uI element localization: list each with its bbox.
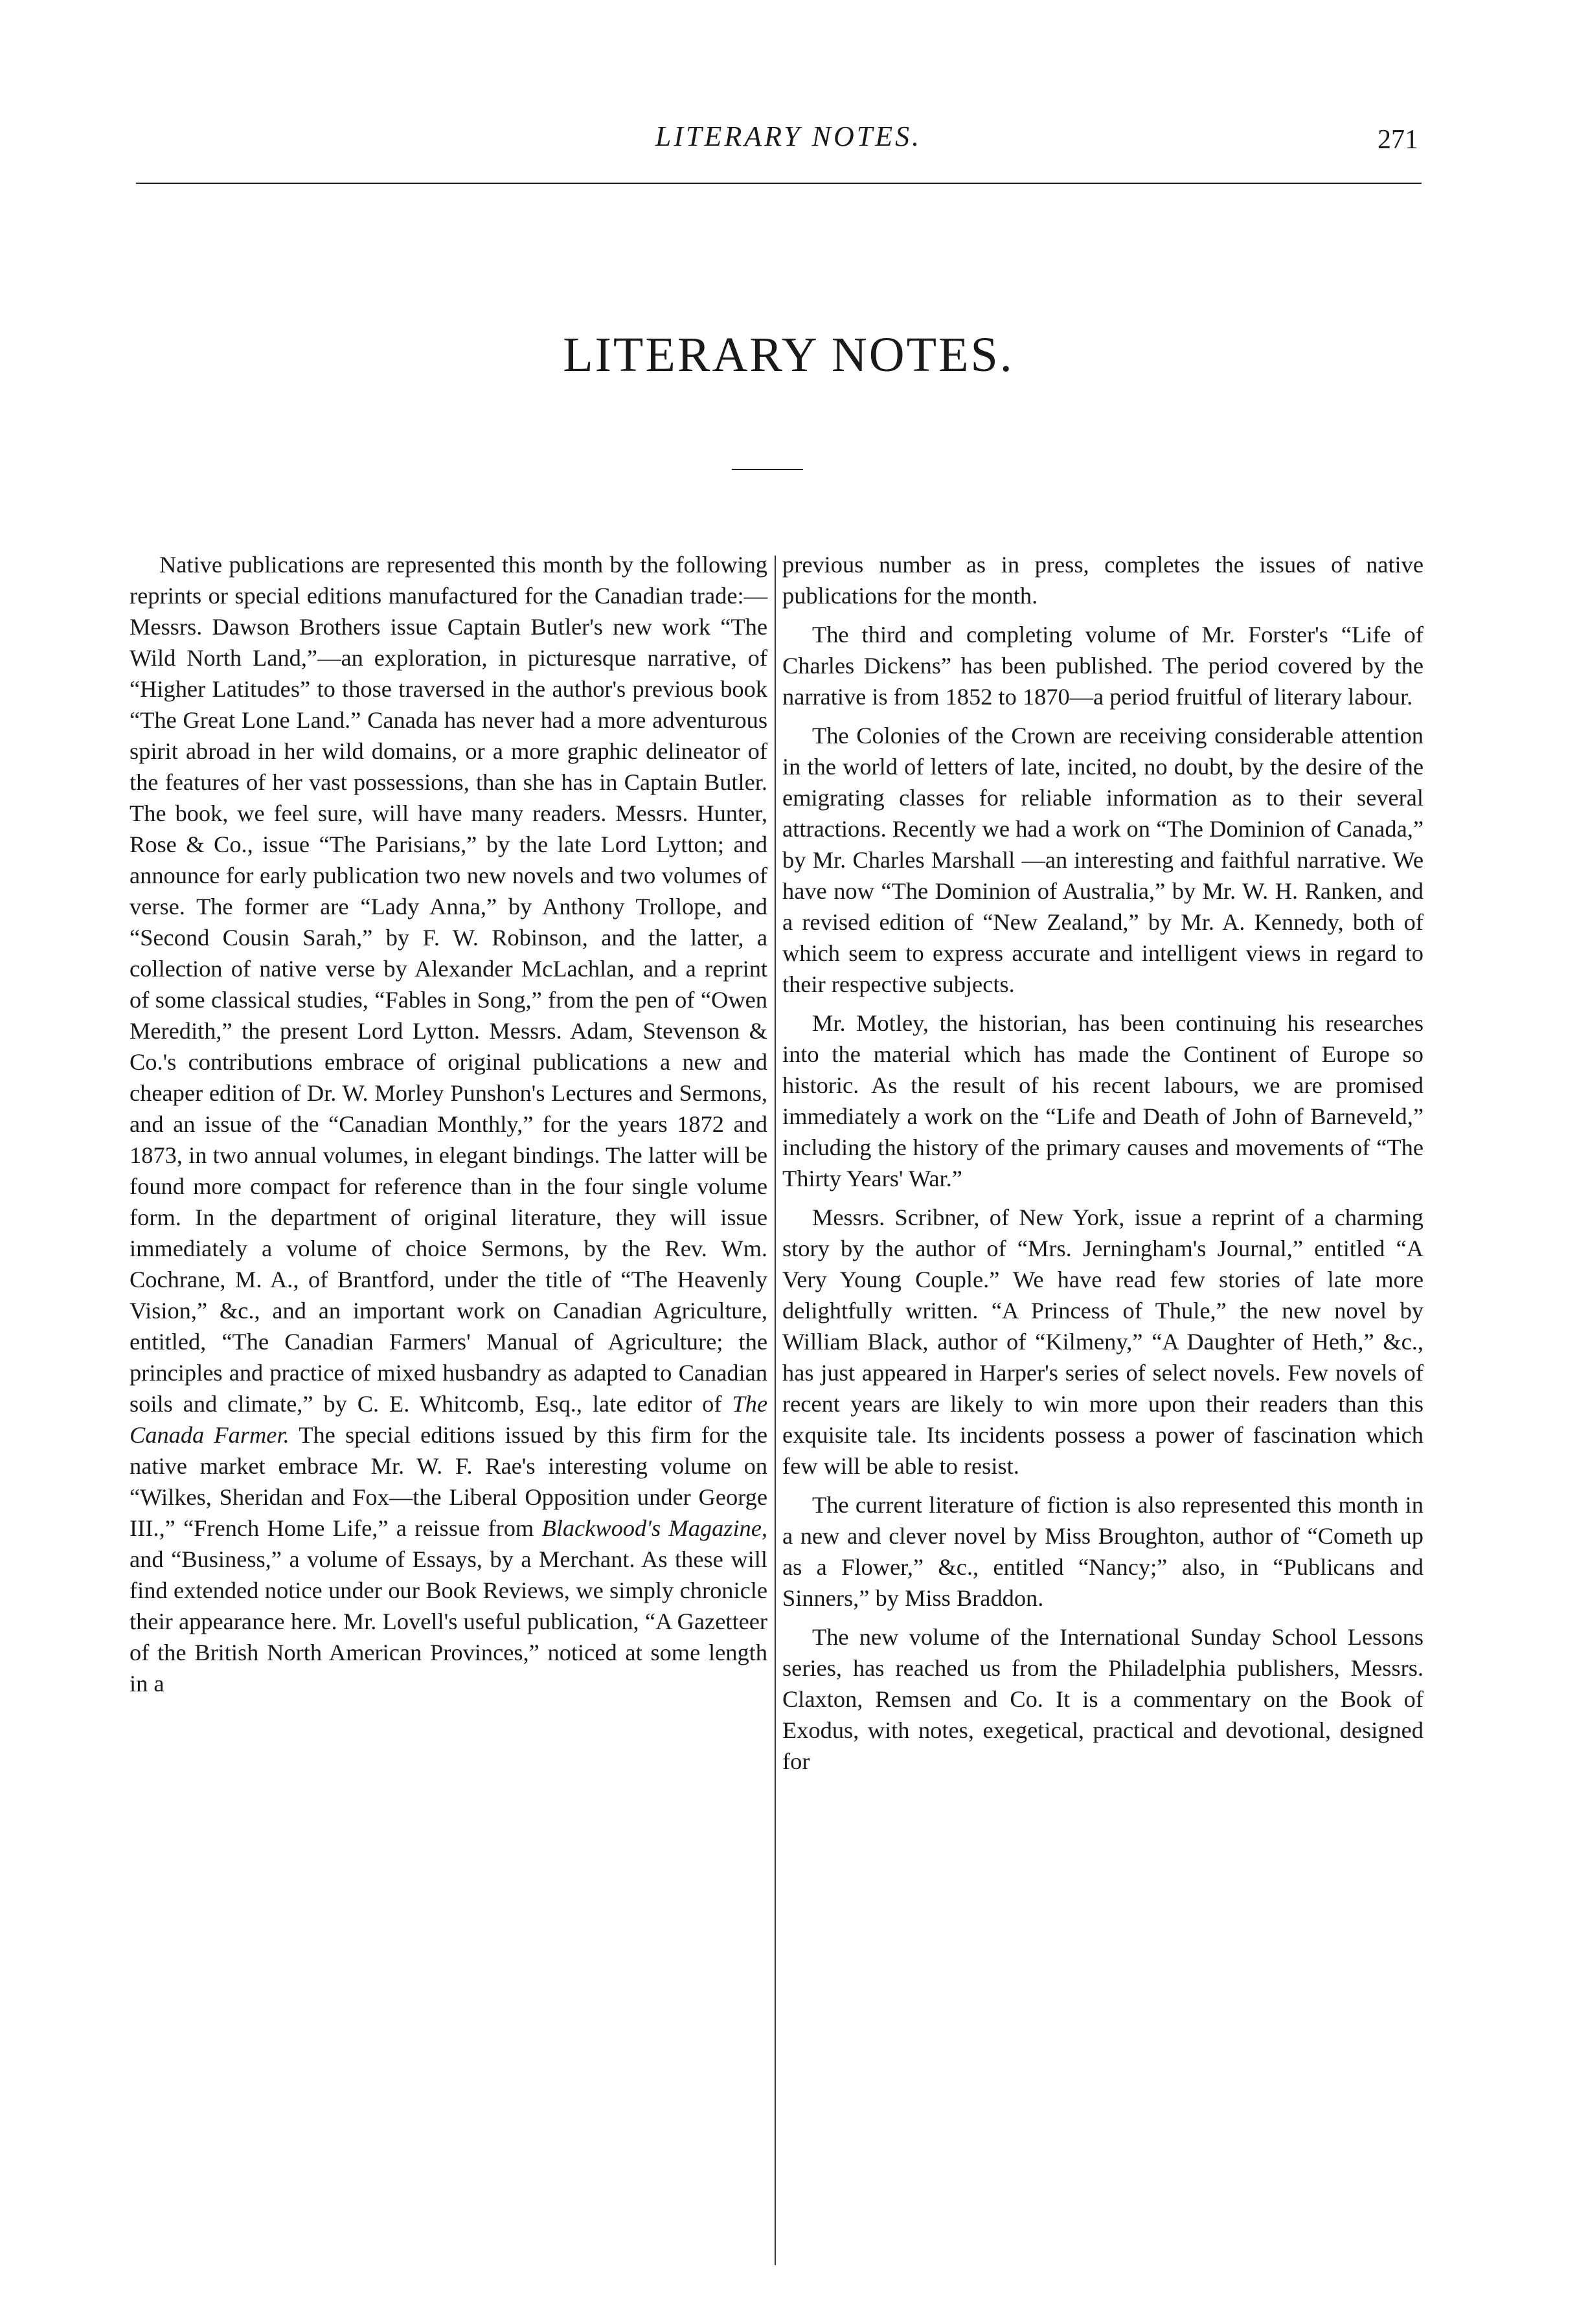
periodical-title: Blackwood's Magazine,	[541, 1515, 768, 1541]
paragraph: The current literature of fiction is also represented this month in a new and clever novel by Miss Broughton, author of “Cometh up as a Flower,” &c., entitled “Nancy;” also, in “Publicans and Sinners,” by Miss Braddon.	[782, 1492, 1424, 1611]
paragraph: The new volume of the International Sunday School Lessons series, has reached us from the Philadelphia publishers, Messrs. Claxton, Remsen and Co. It is a commentary on the Book of Exodus, with notes, exegetical, practical and devotional, designed for	[782, 1624, 1424, 1774]
paragraph: The third and completing volume of Mr. Forster's “Life of Charles Dickens” has been published. The period covered by the narrative is from 1852 to 1870—a period fruitful of literary labour.	[782, 622, 1424, 710]
title-dash	[732, 469, 803, 470]
column-rule	[775, 556, 776, 2265]
paragraph: previous number as in press, completes the issues of native publications for the month.	[782, 552, 1424, 609]
periodical-title: The Canada Farmer.	[130, 1391, 767, 1448]
left-column	[130, 549, 767, 1707]
paragraph: Messrs. Scribner, of New York, issue a reprint of a charming story by the author of “Mrs. Jerningham's Journal,” entitled “A Very Young Couple.” We have read few stories of late more delightfully written. “A Princess of Thule,” the new novel by William Black, author of “Kilmeny,” “A Daughter of Heth,” &c., has just appeared in Harper's series of select novels. Few novels of recent years are likely to win more upon their readers than this exquisite tale. Its incidents possess a power of fascination which few will be able to resist.	[782, 1204, 1424, 1479]
header-rule	[136, 183, 1422, 184]
page-number: 271	[1378, 125, 1418, 155]
paragraph: Native publications are represented this month by the following reprints or special editions manufactured for the Canadian trade:—Messrs. Dawson Brothers issue Captain Butler's new work “The Wild North Land,”—an exploration, in picturesque narrative, of “Higher Latitudes” to those traversed in the author's previous book “The Great Lone Land.” Canada has never had a more adventurous spirit abroad in her wild domains, or a more graphic delineator of the features of her vast possessions, than she has in Captain Butler. The book, we feel sure, will have many readers. Messrs. Hunter, Rose & Co., issue “The Parisians,” by the late Lord Lytton; and announce for early publication two new novels and two volumes of verse. The former are “Lady Anna,” by Anthony Trollope, and “Second Cousin Sarah,” by F. W. Robinson, and the latter, a collection of native verse by Alexander McLachlan, and a reprint of some classical studies, “Fables in Song,” from the pen of “Owen Meredith,” the present Lord Lytton. Messrs. Adam, Stevenson & Co.'s contributions embrace of original publications a new and cheaper edition of Dr. W. Morley Punshon's Lectures and Sermons, and an issue of the “Canadian Monthly,” for the years 1872 and 1873, in two annual volumes, in elegant bindings. The latter will be found more compact for reference than in the four single volume form. In the department of original literature, they will issue immediately a volume of choice Sermons, by the Rev. Wm. Cochrane, M. A., of Brantford, under the title of “The Heavenly Vision,” &c., and an important work on Canadian Agriculture, entitled, “The Canadian Farmers' Manual of Agriculture; the principles and practice of mixed husbandry as adapted to Canadian soils and climate,” by C. E. Whitcomb, Esq., late editor of The Canada Farmer. The special editions issued by this firm for the native market embrace Mr. W. F. Rae's interesting volume on “Wilkes, Sheridan and Fox—the Liberal Opposition under George III.,” “French Home Life,” a reissue from Blackwood's Magazine, and “Business,” a volume of Essays, by a Merchant. As these will find extended notice under our Book Reviews, we simply chronicle their appearance here. Mr. Lovell's useful publication, “A Gazetteer of the British North American Provinces,” noticed at some length in a	[130, 552, 768, 1697]
running-head: LITERARY NOTES.	[655, 120, 922, 152]
paragraph: Mr. Motley, the historian, has been continuing his researches into the material which has made the Continent of Europe so historic. As the result of his recent labours, we are promised immediately a work on the “Life and Death of John of Barneveld,” including the history of the primary causes and movements of “The Thirty Years' War.”	[782, 1010, 1424, 1191]
paragraph: The Colonies of the Crown are receiving considerable attention in the world of letters of late, incited, no doubt, by the desire of the emigrating classes for reliable information as to their several attractions. Recently we had a work on “The Dominion of Canada,” by Mr. Charles Marshall —an interesting and faithful narrative. We have now “The Dominion of Australia,” by Mr. W. H. Ranken, and a revised edition of “New Zealand,” by Mr. A. Kennedy, both of which seem to express accurate and intelligent views in regard to their respective subjects.	[782, 723, 1424, 997]
page-title: LITERARY NOTES.	[563, 328, 1014, 382]
right-column	[782, 549, 1424, 1785]
